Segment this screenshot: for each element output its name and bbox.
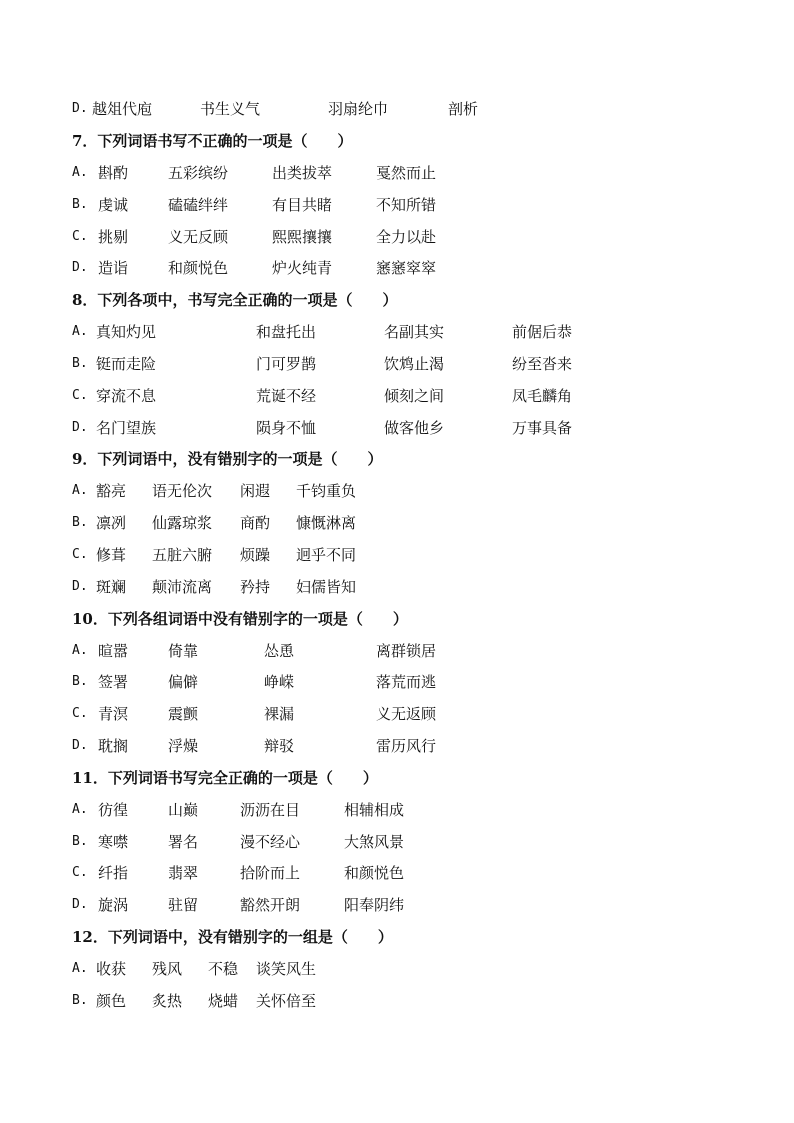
option-word: 造诣 <box>98 259 129 277</box>
option-word: 收获 <box>96 960 127 978</box>
option-word: 慷慨淋离 <box>296 514 357 532</box>
option-word: 落荒而逃 <box>376 673 437 691</box>
option-word: 颠沛流离 <box>152 578 213 596</box>
option-word: 裸漏 <box>264 705 295 723</box>
option-word: 翡翠 <box>168 864 199 882</box>
option-word: 暄嚣 <box>98 642 129 660</box>
option-word: 峥嵘 <box>264 673 295 691</box>
question-12-stem: 12．下列词语中，没有错别字的一组是（ ） <box>72 928 393 946</box>
option-word: 青溟 <box>98 705 129 723</box>
option-label: C. <box>72 865 88 880</box>
option-word: 关怀倍至 <box>256 992 317 1010</box>
option-word: 和颜悦色 <box>168 259 229 277</box>
option-word: 旋涡 <box>98 896 129 914</box>
option-word: 残风 <box>152 960 183 978</box>
option-word: 偏僻 <box>168 673 199 691</box>
option-word: 颜色 <box>96 992 127 1010</box>
option-label: A. <box>72 483 88 498</box>
option-label: B. <box>72 197 88 212</box>
question-10-stem: 10．下列各组词语中没有错别字的一项是（ ） <box>72 610 408 628</box>
option-word: 荒诞不经 <box>256 387 317 405</box>
option-word: 义无反顾 <box>168 228 229 246</box>
option-word: 彷徨 <box>98 801 129 819</box>
option-word: 山巅 <box>168 801 199 819</box>
option-word: 万事具备 <box>512 419 573 437</box>
option-word: 震颤 <box>168 705 199 723</box>
option-word: 阳奉阴纬 <box>344 896 405 914</box>
option-word: 迥乎不同 <box>296 546 357 564</box>
option-word: 饮鸩止渴 <box>384 355 445 373</box>
option-word: 窸窸窣窣 <box>376 259 437 277</box>
option-label: D. <box>72 420 88 435</box>
option-word: 和颜悦色 <box>344 864 405 882</box>
option-word: 名门望族 <box>96 419 157 437</box>
option-word: 不知所错 <box>376 196 437 214</box>
option-word: 剖析 <box>448 100 479 118</box>
option-word: 千钧重负 <box>296 482 357 500</box>
option-word: 商酌 <box>240 514 271 532</box>
option-word: 豁然开朗 <box>240 896 301 914</box>
option-label: C. <box>72 388 88 403</box>
option-word: 磕磕绊绊 <box>168 196 229 214</box>
option-word: 不稳 <box>208 960 239 978</box>
option-word: 义无返顾 <box>376 705 437 723</box>
option-label: A. <box>72 961 88 976</box>
option-word: 羽扇纶巾 <box>328 100 389 118</box>
option-word: 真知灼见 <box>96 323 157 341</box>
option-word: 凤毛麟角 <box>512 387 573 405</box>
option-word: 辩驳 <box>264 737 295 755</box>
option-word: 倾刻之间 <box>384 387 445 405</box>
option-label: B. <box>72 515 88 530</box>
option-word: 烦躁 <box>240 546 271 564</box>
option-word: 虔诚 <box>98 196 129 214</box>
option-word: 矜持 <box>240 578 271 596</box>
option-word: 雷历风行 <box>376 737 437 755</box>
option-label: B. <box>72 834 88 849</box>
option-word: 穿流不息 <box>96 387 157 405</box>
option-word: 斟酌 <box>98 164 129 182</box>
option-label: C. <box>72 706 88 721</box>
option-word: 烧蜡 <box>208 992 239 1010</box>
option-word: 做客他乡 <box>384 419 445 437</box>
option-word: 五脏六腑 <box>152 546 213 564</box>
option-label: D. <box>72 738 88 753</box>
option-word: 前倨后恭 <box>512 323 573 341</box>
option-word: 署名 <box>168 833 199 851</box>
option-word: 斑斓 <box>96 578 127 596</box>
question-9-stem: 9．下列词语中，没有错别字的一项是（ ） <box>72 450 383 468</box>
option-word: 驻留 <box>168 896 199 914</box>
question-11-stem: 11．下列词语书写完全正确的一项是（ ） <box>72 769 378 787</box>
option-word: 名副其实 <box>384 323 445 341</box>
option-word: 妇儒皆知 <box>296 578 357 596</box>
option-word: 耽搁 <box>98 737 129 755</box>
option-label: A. <box>72 324 88 339</box>
option-word: 陨身不恤 <box>256 419 317 437</box>
option-label: B. <box>72 356 88 371</box>
option-word: 漫不经心 <box>240 833 301 851</box>
option-word: 戛然而止 <box>376 164 437 182</box>
option-word: 五彩缤纷 <box>168 164 229 182</box>
option-word: 纷至沓来 <box>512 355 573 373</box>
option-word: 有目共睹 <box>272 196 333 214</box>
option-word: 拾阶而上 <box>240 864 301 882</box>
option-word: 挑剔 <box>98 228 129 246</box>
option-word: 相辅相成 <box>344 801 405 819</box>
question-8-stem: 8．下列各项中，书写完全正确的一项是（ ） <box>72 291 398 309</box>
option-label: D. <box>72 897 88 912</box>
option-word: 修葺 <box>96 546 127 564</box>
option-word: 凛冽 <box>96 514 127 532</box>
option-label: D. <box>72 260 88 275</box>
option-word: 全力以赴 <box>376 228 437 246</box>
option-word: 谈笑风生 <box>256 960 317 978</box>
option-word: 炙热 <box>152 992 183 1010</box>
option-word: 熙熙攘攘 <box>272 228 333 246</box>
option-word: 书生义气 <box>200 100 261 118</box>
option-word: 沥沥在目 <box>240 801 301 819</box>
option-label: A. <box>72 643 88 658</box>
option-word: 出类拔萃 <box>272 164 333 182</box>
option-label: A. <box>72 165 88 180</box>
option-word: 越俎代庖 <box>92 100 153 118</box>
option-word: 倚靠 <box>168 642 199 660</box>
question-7-stem: 7．下列词语书写不正确的一项是（ ） <box>72 132 353 150</box>
option-word: 离群锁居 <box>376 642 437 660</box>
option-word: 寒噤 <box>98 833 129 851</box>
option-word: 大煞风景 <box>344 833 405 851</box>
option-word: 炉火纯青 <box>272 259 333 277</box>
option-word: 语无伦次 <box>152 482 213 500</box>
option-word: 铤而走险 <box>96 355 157 373</box>
option-word: 浮燥 <box>168 737 199 755</box>
option-label: C. <box>72 547 88 562</box>
option-label: C. <box>72 229 88 244</box>
option-word: 闲遐 <box>240 482 271 500</box>
option-label: D. <box>72 579 88 594</box>
option-label: A. <box>72 802 88 817</box>
option-label: B. <box>72 993 88 1008</box>
option-word: 怂恿 <box>264 642 295 660</box>
option-word: 签署 <box>98 673 129 691</box>
option-label: B. <box>72 674 88 689</box>
option-word: 仙露琼浆 <box>152 514 213 532</box>
option-word: 豁亮 <box>96 482 127 500</box>
option-label: D. <box>72 101 88 116</box>
option-word: 门可罗鹊 <box>256 355 317 373</box>
option-word: 和盘托出 <box>256 323 317 341</box>
option-word: 纤指 <box>98 864 129 882</box>
